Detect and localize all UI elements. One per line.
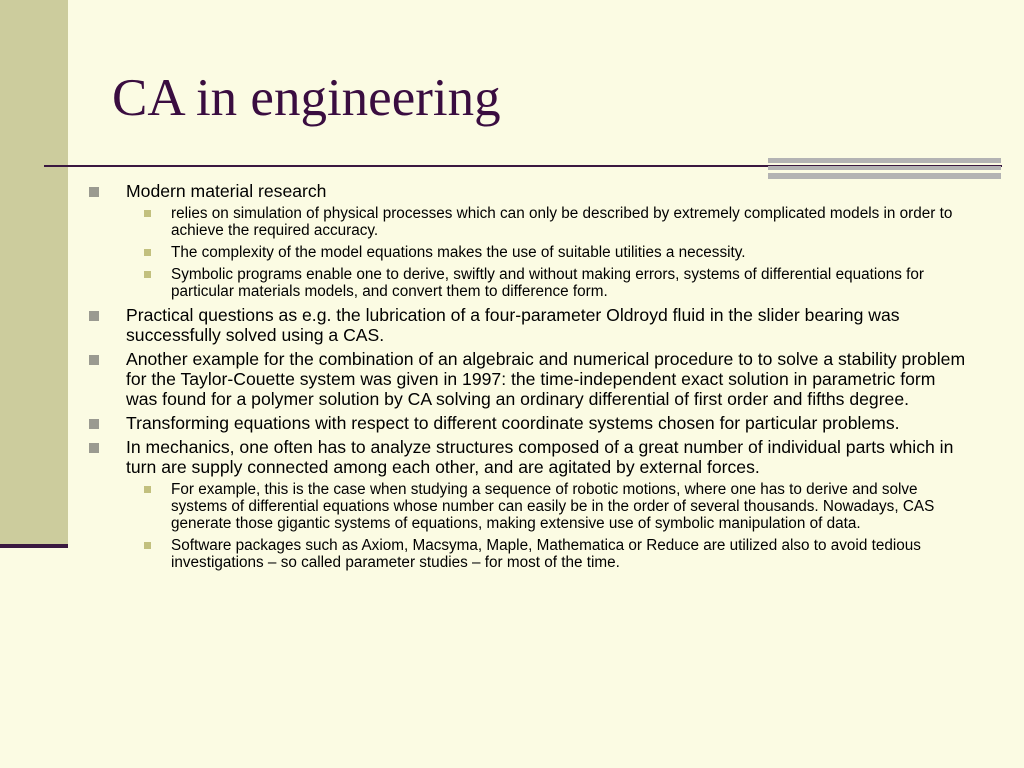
sub-bullet-item bbox=[126, 266, 966, 300]
slide-title: CA in engineering bbox=[112, 69, 501, 127]
sub-bullet-text: The complexity of the model equations makes the use of suitable utilities a necessity. bbox=[171, 244, 746, 261]
left-band-underline bbox=[0, 544, 68, 548]
bullet-text: Modern material research bbox=[126, 181, 327, 201]
sub-bullet-item bbox=[126, 537, 966, 571]
square-bullet-icon bbox=[89, 187, 99, 197]
bullet-text: Another example for the combination of an algebraic and numerical procedure to to solve a stability problem for the Taylor-Couette system was given in 1997: the time-independent exact solution in parametric form was found for a polymer solution by CA solving an ordinary differential of first order and fifths degree. bbox=[126, 349, 966, 409]
small-square-bullet-icon bbox=[144, 271, 151, 278]
sub-bullet-item bbox=[126, 481, 966, 532]
bullet-item bbox=[86, 349, 966, 409]
square-bullet-icon bbox=[89, 355, 99, 365]
square-bullet-icon bbox=[89, 443, 99, 453]
sub-bullet-list bbox=[126, 205, 966, 300]
sub-bullet-list bbox=[126, 481, 966, 571]
bullet-item bbox=[86, 305, 966, 345]
bullet-item bbox=[86, 437, 966, 571]
bullet-text: In mechanics, one often has to analyze structures composed of a great number of individual parts which in turn are supply connected among each other, and are agitated by external forces. bbox=[126, 437, 954, 477]
bullet-item bbox=[86, 181, 966, 300]
sub-bullet-text: Symbolic programs enable one to derive, swiftly and without making errors, systems of differential equations for particular materials models, and convert them to difference form. bbox=[171, 266, 925, 300]
bullet-item bbox=[86, 413, 966, 433]
accent-bar bbox=[768, 166, 1001, 170]
bullet-list bbox=[86, 181, 966, 576]
accent-bar bbox=[768, 173, 1001, 179]
small-square-bullet-icon bbox=[144, 249, 151, 256]
small-square-bullet-icon bbox=[144, 542, 151, 549]
sub-bullet-text: Software packages such as Axiom, Macsyma, Maple, Mathematica or Reduce are utilized also to avoid tedious investigations – so called parameter studies – for most of the time. bbox=[171, 537, 921, 571]
accent-bars bbox=[768, 158, 1001, 179]
small-square-bullet-icon bbox=[144, 486, 151, 493]
sub-bullet-text: For example, this is the case when studying a sequence of robotic motions, where one has to derive and solve systems of differential equations whose number can easily be in the order of several thousands. Nowadays, CAS generate those gigantic systems of equations, making extensive use of symbolic manipulation of data. bbox=[171, 481, 935, 532]
sub-bullet-item bbox=[126, 244, 966, 261]
bullet-text: Practical questions as e.g. the lubrication of a four-parameter Oldroyd fluid in the slider bearing was successfully solved using a CAS. bbox=[126, 305, 900, 345]
square-bullet-icon bbox=[89, 419, 99, 429]
accent-bar bbox=[768, 158, 1001, 163]
sub-bullet-text: relies on simulation of physical processes which can only be described by extremely complicated models in order to achieve the required accuracy. bbox=[171, 205, 953, 239]
small-square-bullet-icon bbox=[144, 210, 151, 217]
square-bullet-icon bbox=[89, 311, 99, 321]
left-decorative-band bbox=[0, 0, 68, 547]
sub-bullet-item bbox=[126, 205, 966, 239]
bullet-text: Transforming equations with respect to different coordinate systems chosen for particular problems. bbox=[126, 413, 900, 433]
